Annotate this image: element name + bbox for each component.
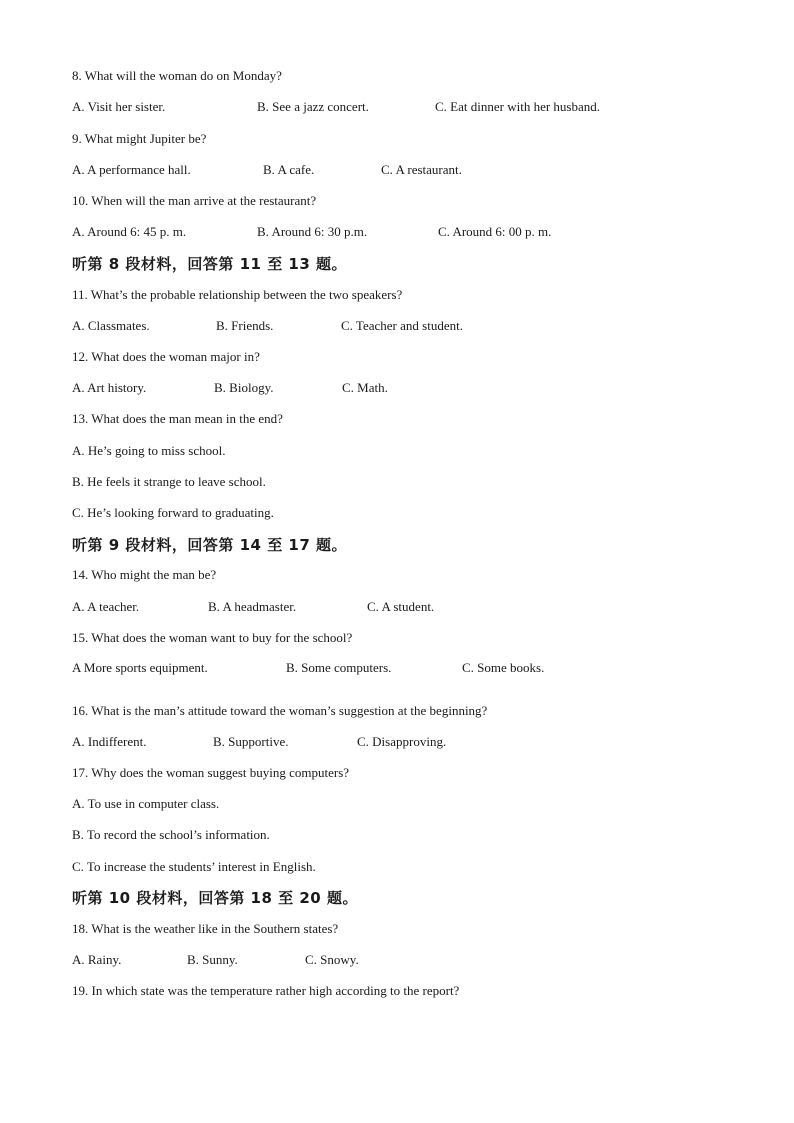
q8-option-c: C. Eat dinner with her husband. bbox=[435, 99, 600, 114]
q12-option-c: C. Math. bbox=[342, 380, 388, 395]
q9-option-a: A. A performance hall. bbox=[72, 162, 191, 177]
q13-option-c: C. He’s looking forward to graduating. bbox=[72, 505, 274, 520]
q9-option-b: B. A cafe. bbox=[263, 162, 315, 177]
question-17: 17. Why does the woman suggest buying computers? bbox=[72, 765, 350, 780]
question-10: 10. When will the man arrive at the restaurant? bbox=[72, 193, 317, 208]
q10-option-a: A. Around 6: 45 p. m. bbox=[72, 224, 187, 239]
q17-option-a: A. To use in computer class. bbox=[72, 796, 220, 811]
q8-option-a: A. Visit her sister. bbox=[72, 99, 166, 114]
question-13: 13. What does the man mean in the end? bbox=[72, 411, 283, 426]
q9-option-c: C. A restaurant. bbox=[381, 162, 462, 177]
question-18: 18. What is the weather like in the Southern states? bbox=[72, 921, 339, 936]
q17-option-c: C. To increase the students’ interest in English. bbox=[72, 859, 316, 874]
q12-option-a: A. Art history. bbox=[72, 380, 147, 395]
q15-option-a: A More sports equipment. bbox=[72, 660, 208, 675]
q16-option-a: A. Indifferent. bbox=[72, 734, 147, 749]
q18-option-a: A. Rainy. bbox=[72, 952, 122, 967]
question-11: 11. What’s the probable relationship between the two speakers? bbox=[72, 287, 403, 302]
q16-option-b: B. Supportive. bbox=[213, 734, 289, 749]
question-12: 12. What does the woman major in? bbox=[72, 349, 260, 364]
section-heading-8: 听第 8 段材料，回答第 11 至 13 题。 bbox=[72, 255, 348, 273]
section-heading-10: 听第 10 段材料，回答第 18 至 20 题。 bbox=[72, 889, 358, 907]
q15-option-b: B. Some computers. bbox=[286, 660, 392, 675]
q11-option-c: C. Teacher and student. bbox=[341, 318, 463, 333]
section-heading-9: 听第 9 段材料，回答第 14 至 17 题。 bbox=[72, 536, 348, 554]
q14-option-b: B. A headmaster. bbox=[208, 599, 297, 614]
q18-option-c: C. Snowy. bbox=[305, 952, 359, 967]
question-14: 14. Who might the man be? bbox=[72, 567, 217, 582]
question-19: 19. In which state was the temperature rather high according to the report? bbox=[72, 983, 460, 998]
q18-option-b: B. Sunny. bbox=[187, 952, 238, 967]
q11-option-b: B. Friends. bbox=[216, 318, 274, 333]
q11-option-a: A. Classmates. bbox=[72, 318, 150, 333]
q14-option-a: A. A teacher. bbox=[72, 599, 140, 614]
q16-option-c: C. Disapproving. bbox=[357, 734, 447, 749]
question-15: 15. What does the woman want to buy for the school? bbox=[72, 630, 353, 645]
q14-option-c: C. A student. bbox=[367, 599, 435, 614]
question-9: 9. What might Jupiter be? bbox=[72, 131, 207, 146]
q8-option-b: B. See a jazz concert. bbox=[257, 99, 369, 114]
q12-option-b: B. Biology. bbox=[214, 380, 274, 395]
q13-option-a: A. He’s going to miss school. bbox=[72, 443, 226, 458]
q15-option-c: C. Some books. bbox=[462, 660, 545, 675]
question-8: 8. What will the woman do on Monday? bbox=[72, 68, 282, 83]
q10-option-c: C. Around 6: 00 p. m. bbox=[438, 224, 552, 239]
question-16: 16. What is the man’s attitude toward the woman’s suggestion at the beginning? bbox=[72, 703, 488, 718]
q17-option-b: B. To record the school’s information. bbox=[72, 827, 270, 842]
q10-option-b: B. Around 6: 30 p.m. bbox=[257, 224, 368, 239]
q13-option-b: B. He feels it strange to leave school. bbox=[72, 474, 266, 489]
